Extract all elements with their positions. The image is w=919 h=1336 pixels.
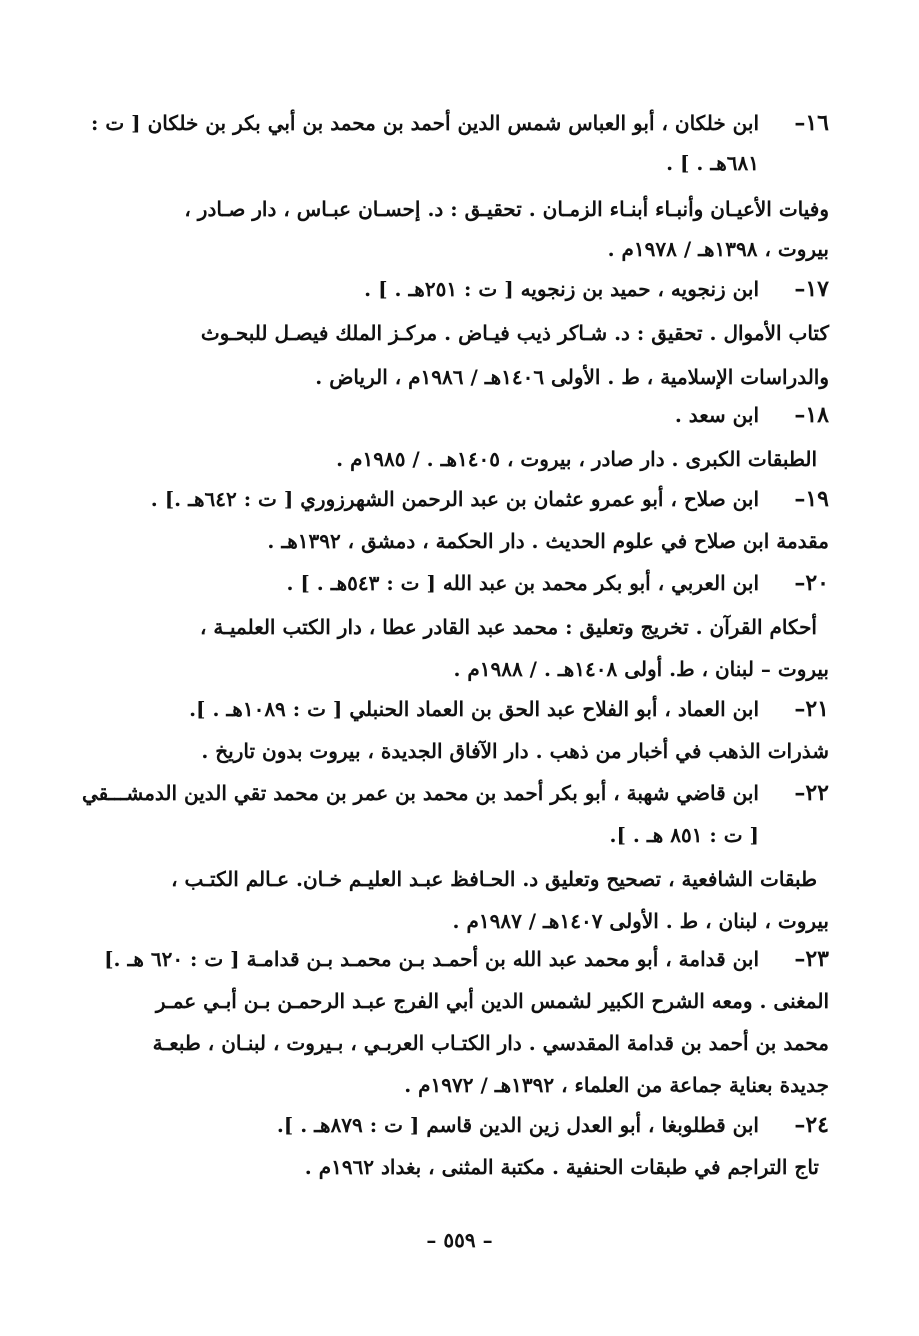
page-number: – ٥٥٩ – [426, 1228, 493, 1252]
entry-number: ١٦– [794, 110, 829, 136]
entry-work-line-1: كتاب الأموال . تحقيق : د. شـاكر ذيب فيـاض . مركـز الملك فيصـل للبحـوث [200, 321, 829, 345]
entry-author-line-2: [ ت : ٨٥١ هـ . ]. [609, 823, 759, 847]
entry-number: ١٨– [794, 402, 829, 428]
entry-author-line-1: ابن قطلوبغا ، أبو العدل زين الدين قاسم [ ت : ٨٧٩هـ . ]. [276, 1113, 759, 1137]
entry-work-line-1: وفيات الأعيـان وأنبـاء أبنـاء الزمـان . تحقيـق : د. إحسـان عبـاس ، دار صـادر ، [184, 197, 829, 221]
entry-number: ٢٤– [794, 1112, 829, 1138]
entry-author-line-1: ابن صلاح ، أبو عمرو عثمان بن عبد الرحمن الشهرزوري [ ت : ٦٤٢هـ .] . [150, 487, 759, 511]
entry-number: ٢٠– [794, 570, 829, 596]
entry-work-line-3: جديدة بعناية جماعة من العلماء ، ١٣٩٢هـ / ١٩٧٢م . [404, 1073, 829, 1097]
entry-author-line-1: ابن العربي ، أبو بكر محمد بن عبد الله [ ت : ٥٤٣هـ . ] . [286, 571, 759, 595]
entry-work-line-1: شذرات الذهب في أخبار من ذهب . دار الآفاق الجديدة ، بيروت بدون تاريخ . [201, 739, 829, 763]
entry-number: ١٩– [794, 486, 829, 512]
entry-work-line-2: بيروت – لبنان ، ط. أولى ١٤٠٨هـ . / ١٩٨٨م . [453, 657, 829, 681]
entry-number: ٢٢– [794, 780, 829, 806]
entry-work-line-2: بيروت ، ١٣٩٨هـ / ١٩٧٨م . [607, 237, 829, 261]
entry-work-line-1: تاج التراجم في طبقات الحنفية . مكتبة المثنى ، بغداد ١٩٦٢م . [304, 1155, 819, 1179]
entry-number: ٢١– [794, 696, 829, 722]
entry-author-line-1: ابن زنجويه ، حميد بن زنجويه [ ت : ٢٥١هـ . ] . [364, 277, 759, 301]
entry-author-line-1: ابن خلكان ، أبو العباس شمس الدين أحمد بن محمد بن أبي بكر بن خلكان [ ت : [91, 111, 759, 135]
entry-author-line-1: ابن قاضي شهبة ، أبو بكر أحمد بن محمد بن عمر بن محمد تقي الدين الدمشـــقي [81, 781, 759, 805]
entry-work-line-1: أحكام القرآن . تخريج وتعليق : محمد عبد القادر عطا ، دار الكتب العلميـة ، [199, 615, 817, 639]
entry-author-line-1: ابن العماد ، أبو الفلاح عبد الحق بن العماد الحنبلي [ ت : ١٠٨٩هـ . ]. [189, 697, 759, 721]
entry-work-line-1: الطبقات الكبرى . دار صادر ، بيروت ، ١٤٠٥هـ . / ١٩٨٥م . [336, 447, 817, 471]
entry-author-line-1: ابن قدامة ، أبو محمد عبد الله بن أحمـد بـن محمـد بـن قدامـة [ ت : ٦٢٠ هـ .] [104, 947, 759, 971]
entry-work-line-1: مقدمة ابن صلاح في علوم الحديث . دار الحكمة ، دمشق ، ١٣٩٢هـ . [267, 529, 829, 553]
entry-work-line-1: طبقات الشافعية ، تصحيح وتعليق د. الحـافظ عبـد العليـم خـان. عـالم الكتـب ، [171, 867, 817, 891]
entry-work-line-2: بيروت ، لبنان ، ط . الأولى ١٤٠٧هـ / ١٩٨٧م . [452, 909, 829, 933]
entry-author-line-2: ٦٨١هـ . ] . [666, 151, 759, 175]
entry-work-line-2: محمد بن أحمد بن قدامة المقدسي . دار الكتـاب العربـي ، بـيروت ، لبنـان ، طبعـة [152, 1031, 829, 1055]
entry-author-line-1: ابن سعد . [674, 403, 759, 427]
entry-number: ٢٣– [794, 946, 829, 972]
entry-work-line-2: والدراسات الإسلامية ، ط . الأولى ١٤٠٦هـ / ١٩٨٦م ، الرياض . [315, 365, 829, 389]
entry-work-line-1: المغنى . ومعه الشرح الكبير لشمس الدين أبي الفرج عبـد الرحمـن بـن أبـي عمـر [155, 989, 829, 1013]
entry-number: ١٧– [794, 276, 829, 302]
